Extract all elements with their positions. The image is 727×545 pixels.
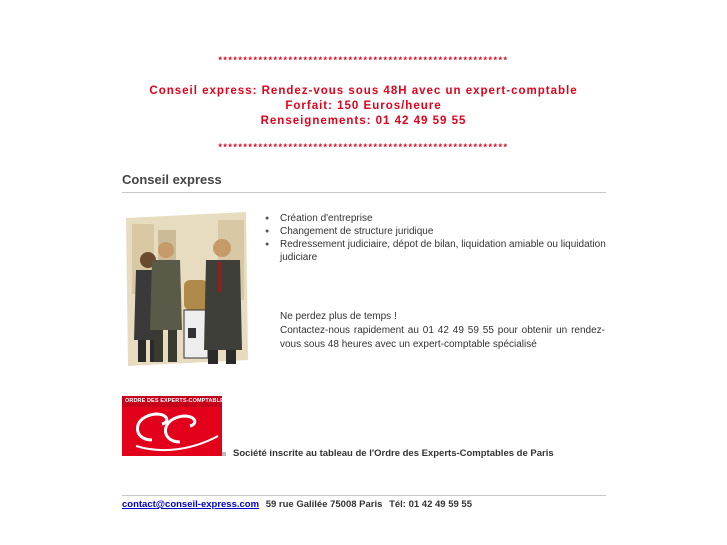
cta-text: Contactez-nous rapidement au 01 42 49 59 55 pour obtenir un rendez-vous sous 48 heures avec un expert-comptable spécialisé [280, 325, 605, 350]
footer [122, 499, 472, 510]
logo-text: ORDRE DES EXPERTS-COMPTABLES [125, 398, 228, 404]
banner-stars-bottom: ********************************************************** [218, 142, 509, 152]
cta-headline: Ne perdez plus de temps ! [280, 311, 397, 322]
list-item: ● Changement de structure juridique [262, 225, 607, 238]
banner-stars-top: ********************************************************** [218, 55, 509, 65]
section-title: Conseil express [122, 172, 606, 193]
list-item: ● Redressement judiciaire, dépot de bilan, liquidation amiable ou liquidation judiciare [262, 238, 607, 264]
email-link[interactable]: contact@conseil-express.com [122, 499, 260, 510]
services-list [262, 212, 607, 264]
footer-phone: Tél: 01 42 49 59 55 [389, 499, 472, 510]
registration-notice: Société inscrite au tableau de l'Ordre des Experts-Comptables de Paris [233, 448, 554, 459]
ec-logo-icon [122, 396, 222, 456]
business-meeting-illustration [122, 210, 250, 368]
banner-promo-line-3: Renseignements: 01 42 49 59 55 [260, 115, 467, 127]
banner-promo-line-1: Conseil express: Rendez-vous sous 48H avec un expert-comptable [149, 85, 578, 97]
banner-promo-line-2: Forfait: 150 Euros/heure [285, 100, 442, 112]
footer-address: 59 rue Galilée 75008 Paris [265, 499, 383, 510]
list-item: ● Création d'entreprise [262, 212, 607, 225]
footer-divider [122, 495, 606, 496]
ordre-experts-comptables-logo [122, 396, 228, 456]
